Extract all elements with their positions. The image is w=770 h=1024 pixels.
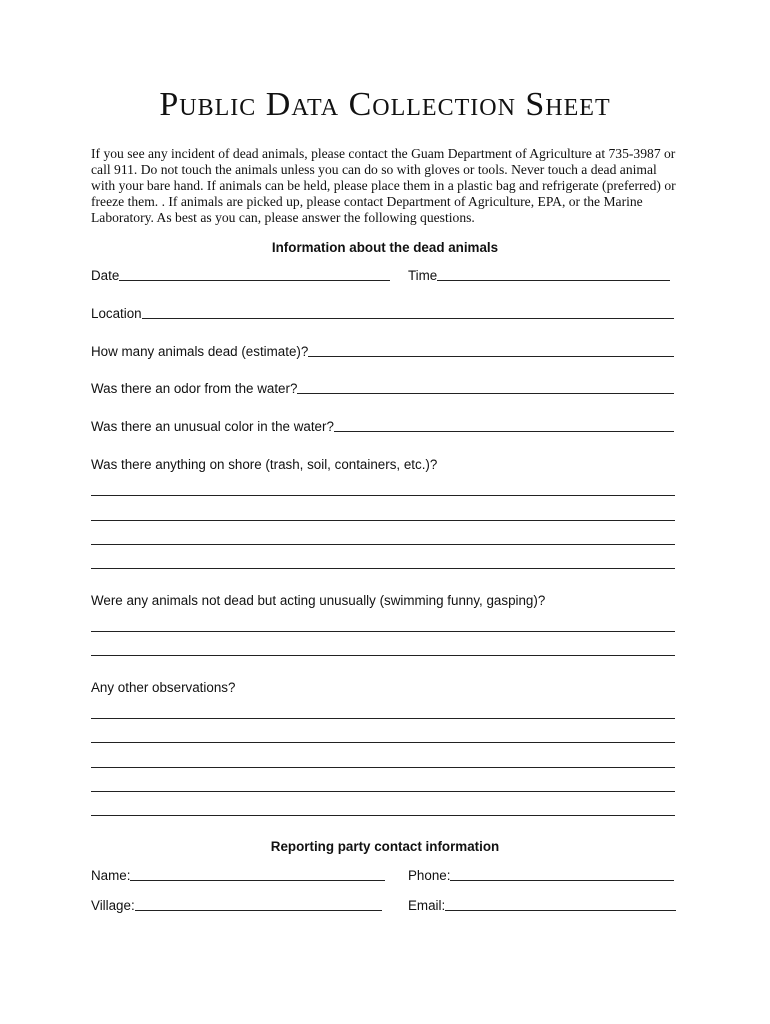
color-label: Was there an unusual color in the water?: [91, 419, 334, 434]
other-answer-line-1[interactable]: [91, 718, 675, 719]
village-input-line[interactable]: [135, 909, 382, 911]
odor-input-line[interactable]: [297, 392, 674, 394]
phone-field[interactable]: [408, 868, 674, 883]
location-label: Location: [91, 306, 142, 321]
odor-field[interactable]: [91, 381, 674, 396]
acting-answer-line-2[interactable]: [91, 655, 675, 656]
page-title: Public Data Collection Sheet: [159, 86, 611, 123]
village-field[interactable]: [91, 898, 382, 913]
date-label: Date: [91, 268, 120, 283]
section-heading-animals: Information about the dead animals: [271, 240, 499, 255]
shore-answer-line-3[interactable]: [91, 544, 675, 545]
color-input-line[interactable]: [334, 430, 674, 432]
village-label: Village:: [91, 898, 135, 913]
location-input-line[interactable]: [142, 317, 674, 319]
shore-answer-line-4[interactable]: [91, 568, 675, 569]
other-question: Any other observations?: [91, 680, 236, 695]
shore-answer-line-2[interactable]: [91, 520, 675, 521]
name-input-line[interactable]: [130, 879, 385, 881]
acting-answer-line-1[interactable]: [91, 631, 675, 632]
shore-answer-line-1[interactable]: [91, 495, 675, 496]
shore-question: Was there anything on shore (trash, soil, containers, etc.)?: [91, 457, 438, 472]
how-many-input-line[interactable]: [308, 355, 674, 357]
color-field[interactable]: [91, 419, 674, 434]
odor-label: Was there an odor from the water?: [91, 381, 298, 396]
email-label: Email:: [408, 898, 446, 913]
time-label: Time: [408, 268, 438, 283]
how-many-field[interactable]: [91, 344, 674, 359]
intro-paragraph: If you see any incident of dead animals, please contact the Guam Department of Agriculture at 735-3987 or call 911. Do not touch the animals unless you can do so with gloves or tools. Never touch a dead animal with your bare hand. If animals can be held, please place them in a plastic bag and refrigerate (preferred) or freeze them. . If animals are picked up, please contact Department of Agriculture, EPA, or the Marine Laboratory. As best as you can, please answer the following questions.: [91, 146, 676, 225]
acting-question: Were any animals not dead but acting unusually (swimming funny, gasping)?: [91, 593, 546, 608]
email-input-line[interactable]: [445, 909, 676, 911]
phone-input-line[interactable]: [450, 879, 674, 881]
phone-label: Phone:: [408, 868, 451, 883]
name-label: Name:: [91, 868, 131, 883]
time-field[interactable]: [408, 268, 670, 283]
date-field[interactable]: [91, 268, 390, 283]
section-heading-contact: Reporting party contact information: [270, 839, 500, 854]
other-answer-line-2[interactable]: [91, 742, 675, 743]
other-answer-line-4[interactable]: [91, 791, 675, 792]
date-input-line[interactable]: [119, 279, 390, 281]
location-field[interactable]: [91, 306, 674, 321]
how-many-label: How many animals dead (estimate)?: [91, 344, 309, 359]
email-field[interactable]: [408, 898, 676, 913]
time-input-line[interactable]: [437, 279, 670, 281]
name-field[interactable]: [91, 868, 385, 883]
other-answer-line-5[interactable]: [91, 815, 675, 816]
other-answer-line-3[interactable]: [91, 767, 675, 768]
